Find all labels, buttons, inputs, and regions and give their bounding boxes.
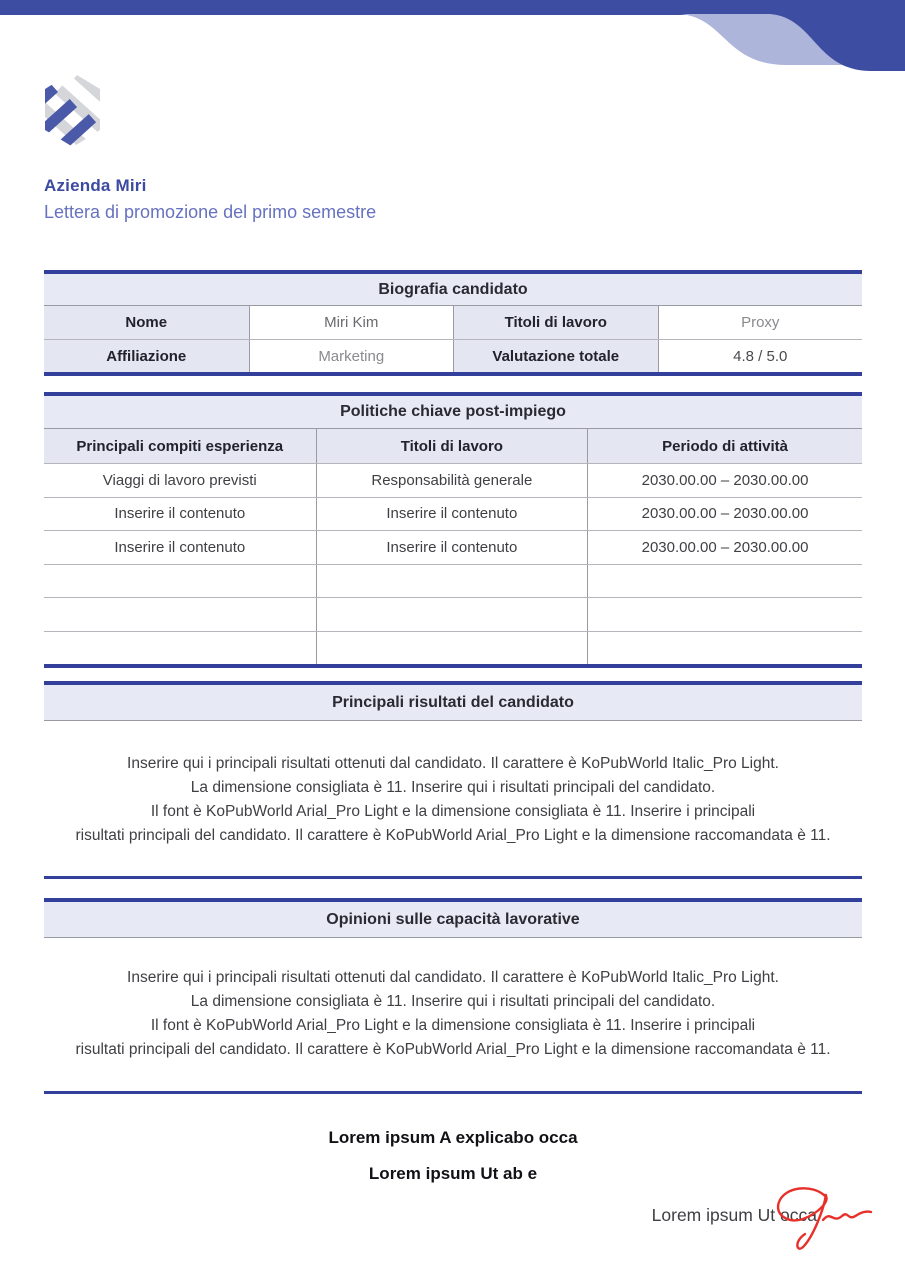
- bio-value-affiliazione: Marketing: [249, 340, 454, 372]
- policy-cell: [587, 565, 862, 598]
- policy-cell: 2030.00.00 – 2030.00.00: [587, 531, 862, 564]
- section-divider: [44, 876, 862, 879]
- bio-value-nome: Miri Kim: [249, 306, 454, 339]
- table-row: [44, 497, 862, 531]
- logo-hexagon-stripes-icon: [45, 72, 100, 147]
- signature-icon: [765, 1182, 877, 1260]
- table-row: [44, 339, 862, 372]
- document-subtitle: Lettera di promozione del primo semestre: [44, 202, 377, 222]
- policy-cell: [587, 598, 862, 631]
- policy-cell: 2030.00.00 – 2030.00.00: [587, 498, 862, 531]
- title-block: [44, 176, 376, 223]
- results-banner-title: Principali risultati del candidato: [44, 685, 862, 721]
- paragraph-line: Inserire qui i principali risultati ottenuti dal candidato. Il carattere è KoPubWorld Italic_Pro Light.: [127, 969, 779, 986]
- policy-cell: [316, 632, 588, 665]
- policy-cell: Inserire il contenuto: [316, 498, 588, 531]
- signature-scribble: [765, 1182, 877, 1260]
- paragraph-line: La dimensione consigliata è 11. Inserire qui i risultati principali del candidato.: [190, 993, 716, 1010]
- table-row-empty: [44, 631, 862, 665]
- policy-table: [44, 392, 862, 668]
- opinions-banner-title: Opinioni sulle capacità lavorative: [44, 902, 862, 938]
- bio-label-valutazione: Valutazione totale: [453, 340, 658, 372]
- table-row-empty: [44, 564, 862, 598]
- table-row: [44, 530, 862, 564]
- paragraph-line: Il font è KoPubWorld Arial_Pro Light e la dimensione consigliata è 11. Inserire i principali: [150, 803, 756, 820]
- footer-line-1: Lorem ipsum A explicabo occa: [328, 1128, 578, 1147]
- policy-col-header: Titoli di lavoro: [316, 429, 588, 463]
- company-logo: [45, 72, 100, 147]
- policy-cell: [587, 632, 862, 665]
- table-row: [44, 463, 862, 497]
- wave-icon: [655, 14, 905, 74]
- policy-cell: [316, 565, 588, 598]
- bio-label-affiliazione: Affiliazione: [44, 340, 249, 372]
- paragraph-line: risultati principali del candidato. Il carattere è KoPubWorld Arial_Pro Light e la dimensione raccomandata è 11.: [75, 827, 831, 844]
- signature-caption: Lorem ipsum Ut occa: [651, 1205, 817, 1225]
- policy-cell: Viaggi di lavoro previsti: [44, 464, 316, 497]
- footer-line-2: Lorem ipsum Ut ab e: [368, 1164, 538, 1183]
- table-row: [44, 306, 862, 339]
- policy-cell: Inserire il contenuto: [316, 531, 588, 564]
- top-bar: [0, 0, 905, 15]
- policy-col-header: Periodo di attività: [587, 429, 862, 463]
- paragraph-line: risultati principali del candidato. Il carattere è KoPubWorld Arial_Pro Light e la dimensione raccomandata è 11.: [75, 1041, 831, 1058]
- results-paragraph: [44, 752, 862, 848]
- bio-label-titoli: Titoli di lavoro: [453, 306, 658, 339]
- bio-table-title: Biografia candidato: [44, 274, 862, 306]
- policy-cell: [44, 565, 316, 598]
- policy-cell: [44, 598, 316, 631]
- policy-cell: Inserire il contenuto: [44, 498, 316, 531]
- table-row-empty: [44, 597, 862, 631]
- policy-table-title: Politiche chiave post-impiego: [44, 396, 862, 429]
- opinions-paragraph: [44, 966, 862, 1062]
- paragraph-line: Il font è KoPubWorld Arial_Pro Light e la dimensione consigliata è 11. Inserire i principali: [150, 1017, 756, 1034]
- policy-col-header: Principali compiti esperienza: [44, 429, 316, 463]
- results-banner: [44, 681, 862, 721]
- bio-value-titoli: Proxy: [658, 306, 863, 339]
- opinions-banner: [44, 898, 862, 938]
- header-wave-decoration: [655, 14, 905, 74]
- policy-cell: [316, 598, 588, 631]
- paragraph-line: Inserire qui i principali risultati ottenuti dal candidato. Il carattere è KoPubWorld Italic_Pro Light.: [127, 755, 779, 772]
- policy-cell: Inserire il contenuto: [44, 531, 316, 564]
- policy-header-row: [44, 429, 862, 463]
- bio-table: [44, 270, 862, 376]
- bio-value-valutazione: 4.8 / 5.0: [658, 340, 863, 372]
- policy-cell: [44, 632, 316, 665]
- section-divider: [44, 1091, 862, 1094]
- bio-label-nome: Nome: [44, 306, 249, 339]
- policy-cell: Responsabilità generale: [316, 464, 588, 497]
- company-name: Azienda Miri: [44, 176, 147, 195]
- paragraph-line: La dimensione consigliata è 11. Inserire qui i risultati principali del candidato.: [190, 779, 716, 796]
- policy-cell: 2030.00.00 – 2030.00.00: [587, 464, 862, 497]
